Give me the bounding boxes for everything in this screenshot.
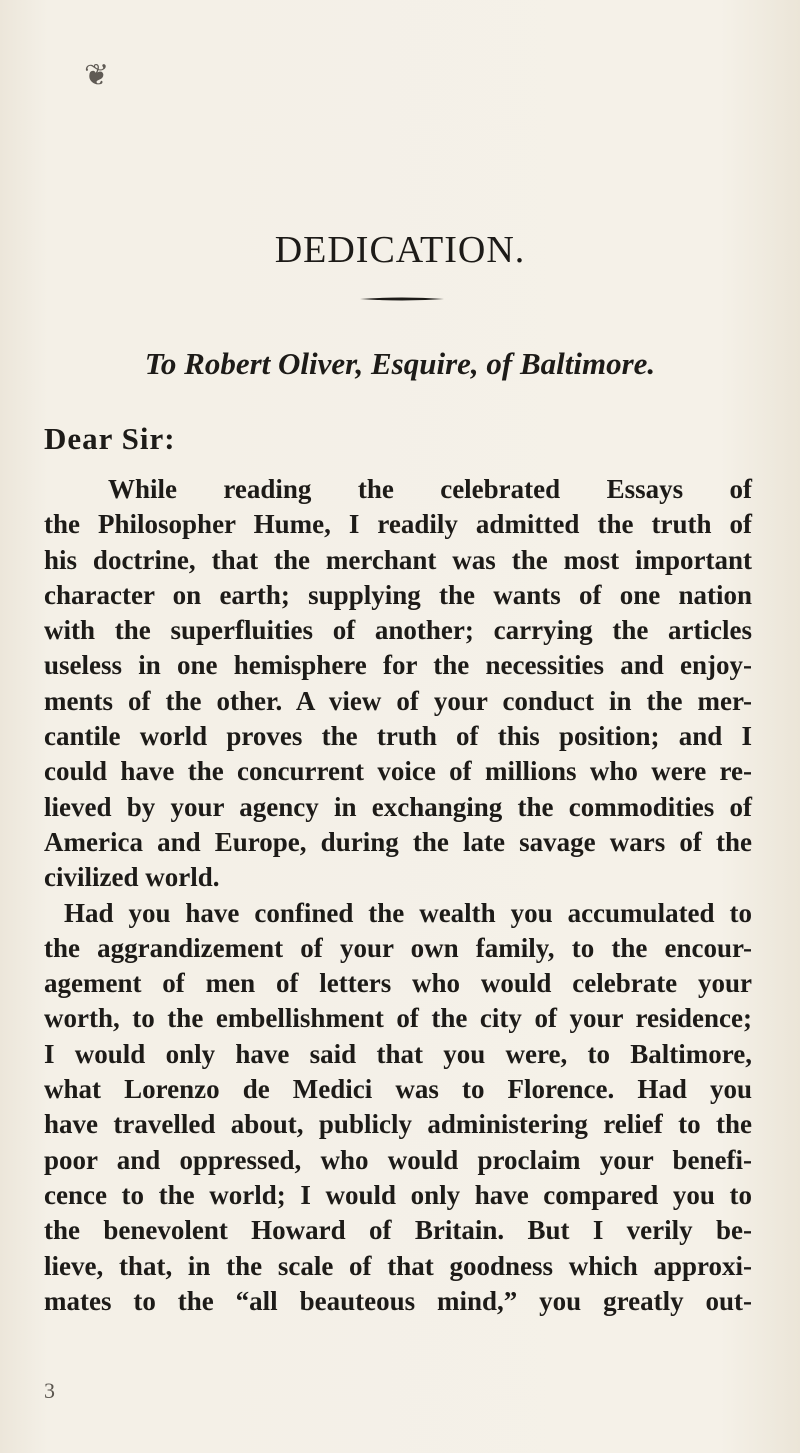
- page-title: DEDICATION.: [274, 229, 526, 271]
- text-line: agement of men of letters who would celebrate your: [44, 968, 752, 999]
- text-line: the benevolent Howard of Britain. But I verily be-: [44, 1215, 752, 1246]
- text-line: cantile world proves the truth of this position; and I: [44, 721, 752, 752]
- text-line: ments of the other. A view of your conduct in the mer-: [44, 685, 752, 716]
- text-line: poor and oppressed, who would proclaim your benefi-: [44, 1144, 752, 1175]
- text-line: worth, to the embellishment of the city of your residence;: [44, 1003, 752, 1034]
- dedication-body: [44, 472, 752, 1319]
- text-line: Had you have confined the wealth you accumulated to: [64, 897, 752, 928]
- ink-mark-icon: ❦: [84, 59, 110, 92]
- text-line: with the superfluities of another; carrying the articles: [44, 615, 752, 646]
- text-line: I would only have said that you were, to Baltimore,: [44, 1038, 752, 1069]
- text-line: could have the concurrent voice of millions who were re-: [44, 756, 752, 787]
- text-line: the aggrandizement of your own family, to the encour-: [44, 932, 752, 963]
- text-line: what Lorenzo de Medici was to Florence. Had you: [44, 1074, 752, 1105]
- text-line: cence to the world; I would only have compared you to: [44, 1179, 752, 1210]
- text-line: While reading the celebrated Essays of: [108, 474, 752, 504]
- text-line: useless in one hemisphere for the necessities and enjoy-: [44, 650, 752, 681]
- text-line: the Philosopher Hume, I readily admitted the truth of: [44, 509, 752, 540]
- text-line: character on earth; supplying the wants of one nation: [44, 579, 752, 610]
- text-line: lieve, that, in the scale of that goodness which approxi-: [44, 1250, 752, 1281]
- text-line: civilized world.: [44, 862, 220, 893]
- text-line: his doctrine, that the merchant was the most important: [44, 544, 752, 575]
- text-line: lieved by your agency in exchanging the commodities of: [44, 791, 752, 822]
- page-number: 3: [44, 1378, 55, 1403]
- text-line: have travelled about, publicly administering relief to the: [44, 1109, 752, 1140]
- salutation: Dear Sir:: [44, 421, 176, 456]
- ornamental-rule: [360, 297, 444, 301]
- text-line: mates to the “all beauteous mind,” you greatly out-: [44, 1285, 752, 1316]
- text-line: America and Europe, during the late savage wars of the: [44, 826, 752, 857]
- dedication-addressee: To Robert Oliver, Esquire, of Baltimore.: [144, 346, 656, 381]
